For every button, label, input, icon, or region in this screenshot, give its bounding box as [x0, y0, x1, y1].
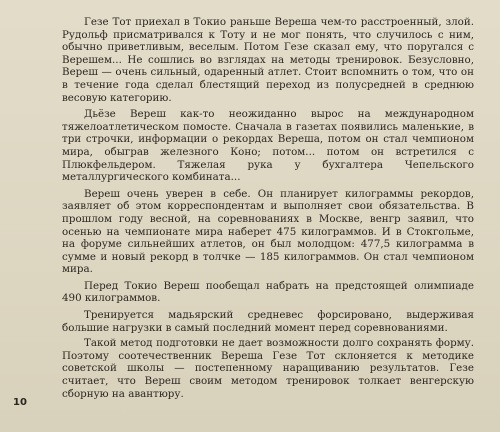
- page-number: 10: [13, 397, 27, 408]
- paragraph-3: Вереш очень уверен в себе. Он планирует килограммы рекордов, заявляет об этом корреспондентам и выполняет свои обязательства. В прошлом году весной, на соревнованиях в Москве, венгр заявил, что осенью на чемпионате мира наберет 475 килограммов. И в Стокгольме, на форуме сильнейших атлетов, он был молодцом: 477,5 килограмма в сумме и новый рекорд в толчке — 185 килограммов. Он стал чемпионом мира.: [62, 187, 474, 276]
- paragraph-2: Дьёзе Вереш как-то неожиданно вырос на международном тяжелоатлетическом помосте. Сначала в газетах появились маленькие, в три строчки, информации о рекордах Вереша, потом он стал чемпионом мира, обыграв железного Коно; потом... потом он встретился с Плюкфельдером. Тяжелая рука у бухгалтера Чепельского металлургического комбината...: [62, 108, 474, 184]
- paragraph-5: Тренируется мадьярский средневес форсировано, выдерживая большие нагрузки в самый последний момент перед соревнованиями.: [62, 309, 474, 334]
- paragraph-1: Гезе Тот приехал в Токио раньше Вереша чем-то расстроенный, злой. Рудольф присматривался к Тоту и не мог понять, что случилось с ним, обычно приветливым, веселым. Потом Гезе сказал ему, что поругался с Верешем... Не сошлись во взглядах на методы тренировок. Безусловно, Вереш — очень сильный, одаренный атлет. Стоит вспомнить о том, что он в течение года сделал блестящий переход из полусредней в среднюю весовую категорию.: [62, 16, 474, 104]
- paragraph-4: Перед Токио Вереш пообещал набрать на предстоящей олимпиаде 490 килограммов.: [62, 279, 474, 305]
- page-text: [62, 16, 474, 403]
- paragraph-6: Такой метод подготовки не дает возможности долго сохранять форму. Поэтому соотечественник Вереша Гезе Тот склоняется к методике советской школы — постепенному наращиванию результатов. Гезе считает, что Вереш своим методом тренировок толкает венгерскую сборную на авантюру.: [62, 337, 474, 400]
